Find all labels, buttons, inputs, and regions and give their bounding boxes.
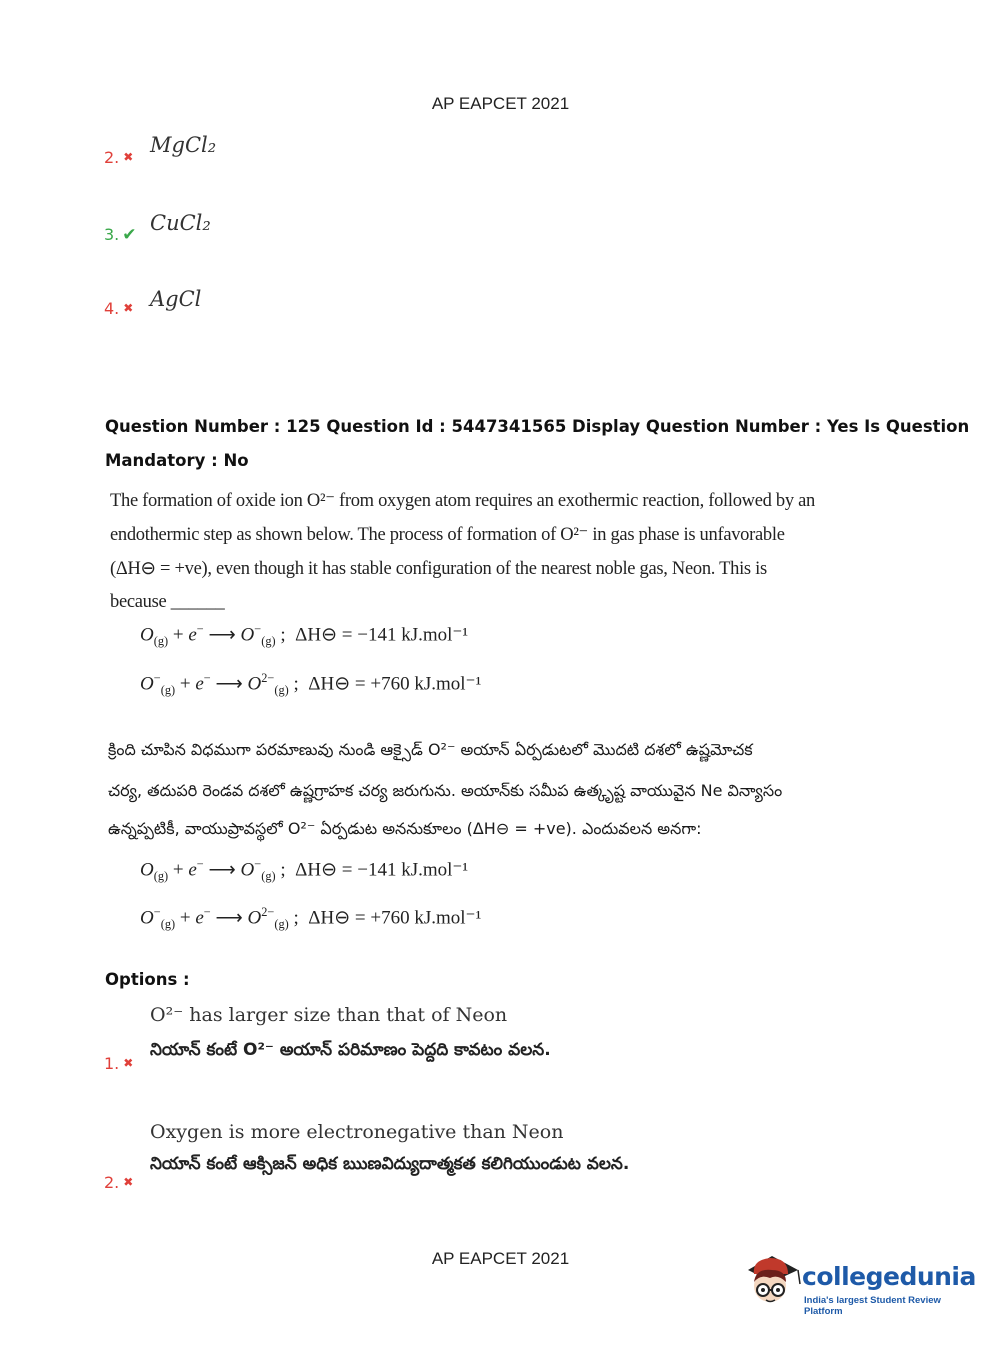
question-text-te-2: చర్య, తదుపరి రెండవ దశలో ఉష్ణగ్రాహక చర్య జరుగును. అయాన్‌కు సమీప ఉత్కృష్ట వాయువైన Ne విన్యాసం — [108, 781, 783, 800]
question-text-en-1: The formation of oxide ion O²⁻ from oxygen atom requires an exothermic reaction, followed by an — [110, 491, 816, 511]
mascot-icon — [742, 1248, 804, 1316]
option-1-text-en: O²⁻ has larger size than that of Neon — [150, 1004, 508, 1026]
option-number: 1. — [104, 1054, 120, 1073]
cross-icon: ✖ — [123, 150, 134, 164]
equation-1: $O_{(g)} + e^-$ ⟶ $O^-_{(g)}$ ; ΔH⊖ = −141 kJ.mol⁻¹ — [140, 622, 469, 649]
prev-option-3 — [104, 225, 137, 245]
question-text-en-3: (ΔH⊖ = +ve), even though it has stable configuration of the nearest noble gas, Neon. This is — [110, 559, 767, 579]
equation-2-te-enthalpy: ΔH⊖ = +760 kJ.mol⁻¹ — [308, 907, 482, 929]
cross-icon: ✖ — [123, 301, 134, 315]
equation-1-te: $O_{(g)} + e^-$ ⟶ $O^-_{(g)}$ ; ΔH⊖ = −141 kJ.mol⁻¹ — [140, 857, 469, 884]
option-1-text-te: నియాన్ కంటే O²⁻ అయాన్ పరిమాణం పెద్దది కావటం వలన. — [150, 1040, 551, 1060]
logo-name: collegedunia — [802, 1262, 976, 1291]
page-header: AP EAPCET 2021 — [431, 94, 570, 113]
option-number: 2. — [104, 1173, 120, 1192]
page-footer: AP EAPCET 2021 — [431, 1249, 570, 1268]
question-heading-line1: Question Number : 125 Question Id : 5447341565 Display Question Number : Yes Is Question — [105, 417, 970, 436]
logo-tagline: India's largest Student Review Platform — [804, 1295, 941, 1317]
prev-option-2-text: MgCl₂ — [150, 133, 217, 157]
options-label: Options : — [105, 970, 190, 989]
option-2-marker — [104, 1173, 133, 1192]
cross-icon: ✖ — [123, 1175, 134, 1189]
option-1-marker — [104, 1054, 133, 1073]
question-text-en-2: endothermic step as shown below. The process of formation of O²⁻ in gas phase is unfavorable — [110, 525, 785, 545]
question-text-en-4: because ______ — [110, 592, 225, 612]
question-heading-line2: Mandatory : No — [105, 451, 249, 470]
equation-1-enthalpy: ΔH⊖ = −141 kJ.mol⁻¹ — [295, 624, 469, 646]
question-text-te-1: క్రింది చూపిన విధముగా పరమాణువు నుండి ఆక్సైడ్ O²⁻ అయాన్ ఏర్పడుటలో మొదటి దశలో ఉష్ణమోచక — [108, 740, 753, 759]
equation-2-enthalpy: ΔH⊖ = +760 kJ.mol⁻¹ — [308, 673, 482, 695]
option-2-text-te: నియాన్ కంటే ఆక్సిజన్ అధిక ఋణవిద్యుదాత్మకత కలిగియుండుట వలన. — [150, 1154, 630, 1174]
option-number: 2. — [104, 148, 120, 167]
prev-option-4 — [104, 299, 133, 318]
equation-2: $O^-_{(g)} + e^-$ ⟶ $O^{2-}_{(g)}$ ; ΔH⊖ = +760 kJ.mol⁻¹ — [140, 671, 482, 698]
prev-option-3-text: CuCl₂ — [150, 211, 211, 235]
prev-option-2 — [104, 148, 133, 167]
option-number: 3. — [104, 225, 120, 244]
prev-option-4-text: AgCl — [150, 287, 202, 311]
cross-icon: ✖ — [123, 1056, 134, 1070]
question-text-te-3: ఉన్నప్పటికీ, వాయుప్రావస్థలో O²⁻ ఏర్పడుట అననుకూలం (ΔH⊖ = +ve). ఎందువలన అనగా: — [108, 819, 702, 838]
collegedunia-logo — [742, 1248, 976, 1317]
option-number: 4. — [104, 299, 120, 318]
check-icon: ✔ — [122, 225, 137, 245]
equation-2-te: $O^-_{(g)} + e^-$ ⟶ $O^{2-}_{(g)}$ ; ΔH⊖ = +760 kJ.mol⁻¹ — [140, 905, 482, 932]
equation-1-te-enthalpy: ΔH⊖ = −141 kJ.mol⁻¹ — [295, 859, 469, 881]
option-2-text-en: Oxygen is more electronegative than Neon — [150, 1121, 564, 1143]
